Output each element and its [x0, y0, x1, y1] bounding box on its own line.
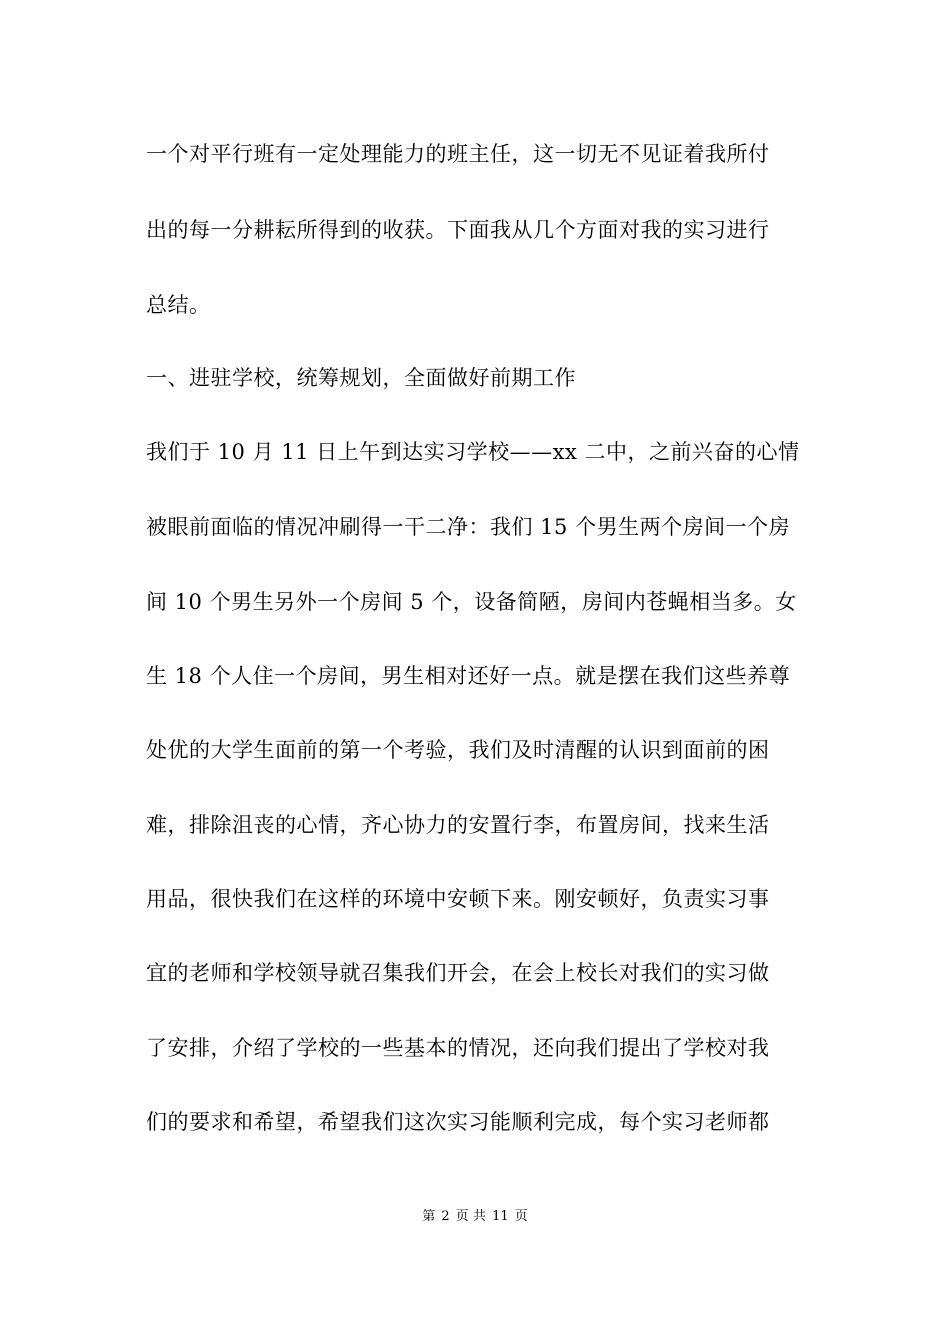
- text-line: 难，排除沮丧的心情，齐心协力的安置行李，布置房间，找来生活: [146, 813, 770, 837]
- text-line: 一个对平行班有一定处理能力的班主任，这一切无不见证着我所付: [146, 142, 770, 166]
- text-line: 出的每一分耕耘所得到的收获。下面我从几个方面对我的实习进行: [146, 218, 770, 242]
- current-page-number: 2: [441, 1209, 450, 1224]
- text-line: 生 18 个人住一个房间，男生相对还好一点。就是摆在我们这些养尊: [146, 664, 791, 688]
- text-line: 用品，很快我们在这样的环境中安顿下来。刚安顿好，负责实习事: [146, 887, 770, 911]
- text-line: 宜的老师和学校领导就召集我们开会，在会上校长对我们的实习做: [146, 961, 770, 985]
- section-heading: 一、进驻学校，统筹规划，全面做好前期工作: [146, 366, 576, 390]
- footer-suffix: 页: [514, 1209, 528, 1224]
- text-line: 处优的大学生面前的第一个考验，我们及时清醒的认识到面前的困: [146, 738, 770, 762]
- total-page-count: 11: [492, 1209, 509, 1224]
- footer-prefix: 第: [422, 1209, 436, 1224]
- text-line: 被眼前面临的情况冲刷得一干二净：我们 15 个男生两个房间一个房: [146, 515, 791, 539]
- text-line: 们的要求和希望，希望我们这次实习能顺利完成，每个实习老师都: [146, 1110, 770, 1134]
- text-line: 我们于 10 月 11 日上午到达实习学校——xx 二中，之前兴奋的心情: [146, 440, 800, 464]
- text-line: 间 10 个男生另外一个房间 5 个，设备简陋，房间内苍蝇相当多。女: [146, 590, 797, 614]
- text-line: 总结。: [146, 293, 211, 317]
- footer-middle: 页 共: [455, 1209, 486, 1224]
- page-footer: [0, 1208, 950, 1226]
- text-line: 了安排，介绍了学校的一些基本的情况，还向我们提出了学校对我: [146, 1036, 770, 1060]
